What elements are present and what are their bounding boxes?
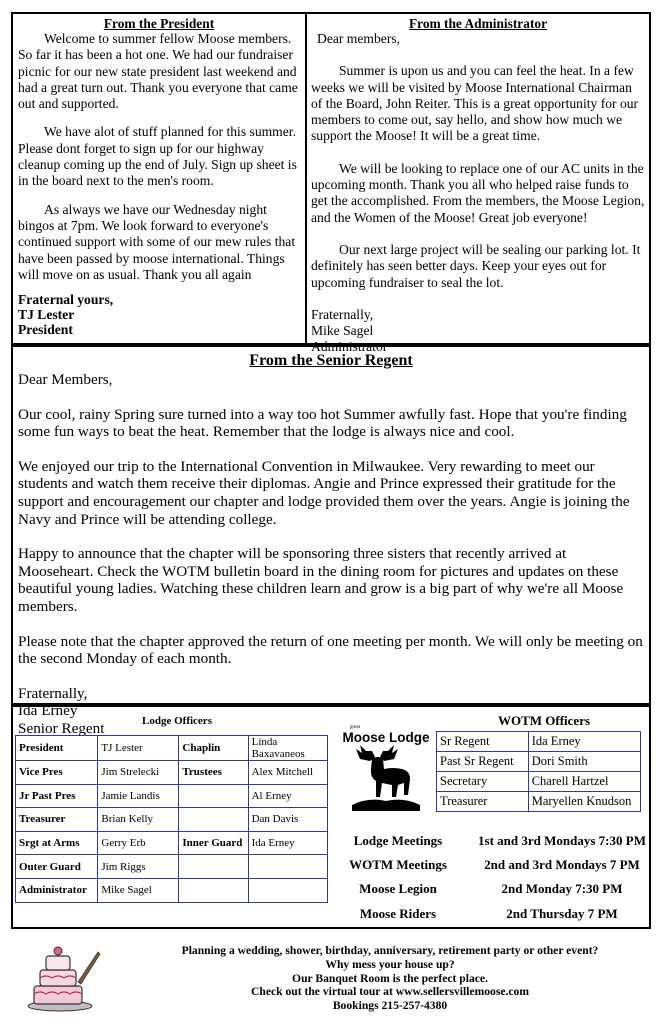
officer-name: Linda Baxavaneos xyxy=(248,736,327,761)
footer-line-2: Why mess your house up? xyxy=(325,957,455,971)
senior-regent-paragraph-4: Please note that the chapter approved the return of one meeting per month. We will only be meeting on the second Monday of each month. xyxy=(18,632,643,668)
senior-regent-closing: Fraternally, xyxy=(18,684,88,702)
wotm-officer-row xyxy=(437,752,641,772)
president-heading: From the President xyxy=(103,16,215,31)
moose-silhouette-icon xyxy=(352,745,420,811)
administrator-name: Mike Sagel xyxy=(311,323,374,339)
meeting-name: Moose Riders xyxy=(359,906,437,921)
officer-title: Trustees xyxy=(179,761,248,785)
lodge-officers-table xyxy=(15,735,328,903)
lodge-officer-row xyxy=(16,831,328,855)
officer-name xyxy=(248,878,327,902)
officer-title: Administrator xyxy=(16,878,98,902)
officer-name: TJ Lester xyxy=(98,736,179,761)
logo-small-text: great xyxy=(350,725,360,730)
officer-title xyxy=(179,784,248,808)
lodge-officer-row xyxy=(16,855,328,879)
president-column xyxy=(11,12,307,345)
president-paragraph-1: Welcome to summer fellow Moose members. So far it has been a hot one. We had our fundraiser picnic for our new state president last weekend and had a great turn out. Thank you everyone that came out and supported. xyxy=(18,31,298,112)
senior-regent-paragraph-1: Our cool, rainy Spring sure turned into a way too hot Summer awfully fast. Hope that you're finding some fun ways to beat the heat. Remember that the lodge is always nice and cool. xyxy=(18,405,627,441)
meeting-time: 2nd Monday 7:30 PM xyxy=(501,881,623,896)
president-paragraph-2: We have alot of stuff planned for this summer. Please dont forget to sign up for our highway cleanup coming up the end of July. Sign up sheet is in the board next to the men's room. xyxy=(18,124,297,189)
footer-line-4: Check out the virtual tour at www.sellersvillemoose.com xyxy=(251,985,529,999)
administrator-salutation: Dear members, xyxy=(317,31,401,46)
banquet-footer xyxy=(120,944,660,1013)
lodge-officer-row xyxy=(16,784,328,808)
officer-name: Jim Strelecki xyxy=(98,761,179,785)
officer-name: Jim Riggs xyxy=(98,855,179,879)
footer-line-1: Planning a wedding, shower, birthday, anniversary, retirement party or other event? xyxy=(181,944,599,957)
officer-title: Inner Guard xyxy=(179,831,248,855)
meeting-time: 1st and 3rd Mondays 7:30 PM xyxy=(478,833,646,848)
wotm-officer-title: Sr Regent xyxy=(437,732,529,752)
footer-line-3: Our Banquet Room is the perfect place. xyxy=(292,971,488,985)
officer-title: Srgt at Arms xyxy=(16,831,98,855)
officer-title: Vice Pres xyxy=(16,761,98,785)
meeting-name: Moose Legion xyxy=(359,881,437,896)
administrator-heading: From the Administrator xyxy=(408,16,548,31)
administrator-closing: Fraternally, xyxy=(311,306,374,322)
officer-title: Outer Guard xyxy=(16,855,98,879)
officer-name: Al Erney xyxy=(248,784,327,808)
officer-title xyxy=(179,855,248,879)
moose-lodge-logo xyxy=(342,721,430,813)
officer-name: Dan Davis xyxy=(248,808,327,832)
senior-regent-paragraph-2: We enjoyed our trip to the International Convention in Milwaukee. Very rewarding to meet our students and watch them receive their diplomas. Angie and Prince expressed their gratitude for the support and encouragement our chapter and lodge provided them over the years. Angie is joining the Navy and Prince will be attending college. xyxy=(18,457,630,528)
administrator-title: Administrator xyxy=(311,339,388,355)
officer-title: Treasurer xyxy=(16,808,98,832)
lodge-officer-row xyxy=(16,808,328,832)
wotm-officer-name: Maryellen Knudson xyxy=(528,792,640,812)
senior-regent-paragraph-3: Happy to announce that the chapter will be sponsoring three sisters that recently arrived at Mooseheart. Check the WOTM bulletin board in the dining room for pictures and updates on these beautiful young ladies. Watching these children learn and grow is a big part of why we're all Moose members. xyxy=(18,545,624,615)
officer-name xyxy=(248,855,327,879)
officer-title: Chaplin xyxy=(179,736,248,761)
wotm-officers-title: WOTM Officers xyxy=(497,713,591,728)
administrator-paragraph-3: Our next large project will be sealing our parking lot. It definitely has seen better days. Keep your eyes out for upcoming fundraiser to seal the lot. xyxy=(311,241,641,290)
meeting-name: Lodge Meetings xyxy=(353,833,443,848)
officer-name: Mike Sagel xyxy=(98,878,179,902)
president-signature xyxy=(18,292,300,337)
officer-name: Brian Kelly xyxy=(98,808,179,832)
president-paragraph-3: As always we have our Wednesday night bingos at 7pm. We look forward to everyone's continued support with some of our mew rules that have been passed by moose international. Things will move on as usual. Thank you all again xyxy=(18,201,296,282)
officer-title: President xyxy=(16,736,98,761)
officer-name: Gerry Erb xyxy=(98,831,179,855)
officer-title: Jr Past Pres xyxy=(16,784,98,808)
officer-title xyxy=(179,878,248,902)
officer-name: Ida Erney xyxy=(248,831,327,855)
officer-title xyxy=(179,808,248,832)
senior-regent-salutation: Dear Members, xyxy=(18,371,113,388)
meeting-time: 2nd Thursday 7 PM xyxy=(506,906,618,921)
administrator-paragraph-1: Summer is upon us and you can feel the heat. In a few weeks we will be visited by Moose International Chairman of the Board, John Reiter. This is a great opportunity for our members to come out, say hello, and show how much we support the Moose! It will be a great time. xyxy=(311,63,639,144)
wotm-officer-name: Ida Erney xyxy=(528,732,640,752)
wotm-officers-table xyxy=(436,731,641,812)
meeting-name: WOTM Meetings xyxy=(349,857,447,872)
wotm-officer-name: Charell Hartzel xyxy=(528,772,640,792)
wotm-officer-name: Dori Smith xyxy=(528,752,640,772)
lodge-officers-title: Lodge Officers xyxy=(142,715,212,727)
president-name: TJ Lester xyxy=(18,307,75,323)
lodge-officer-row xyxy=(16,736,328,761)
senior-regent-heading: From the Senior Regent xyxy=(249,352,413,369)
senior-regent-title: Senior Regent xyxy=(18,719,105,737)
senior-regent-name: Ida Erney xyxy=(18,702,78,720)
president-title: President xyxy=(18,322,73,338)
administrator-column xyxy=(305,12,651,355)
wotm-officer-row xyxy=(437,732,641,752)
footer-line-5: Bookings 215-257-4380 xyxy=(332,999,448,1013)
administrator-paragraph-2: We will be looking to replace one of our AC units in the upcoming month. Thank you all who helped raise funds to get the accomplished. From the members, the Moose Legion, and the Women of the Moose! Great job everyone! xyxy=(311,160,645,225)
wotm-officer-title: Secretary xyxy=(437,772,529,792)
wotm-officer-title: Past Sr Regent xyxy=(437,752,529,772)
lodge-officer-row xyxy=(16,878,328,902)
lodge-officer-row xyxy=(16,761,328,785)
officers-section xyxy=(11,705,651,929)
wotm-officer-row xyxy=(437,772,641,792)
meeting-time: 2nd and 3rd Mondays 7 PM xyxy=(484,857,640,872)
logo-text: Moose Lodge xyxy=(342,730,430,745)
wedding-cake-icon xyxy=(18,942,102,1012)
president-closing: Fraternal yours, xyxy=(18,292,114,308)
wotm-officer-title: Treasurer xyxy=(437,792,529,812)
officer-name: Jamie Landis xyxy=(98,784,179,808)
officer-name: Alex Mitchell xyxy=(248,761,327,785)
wotm-officer-row xyxy=(437,792,641,812)
